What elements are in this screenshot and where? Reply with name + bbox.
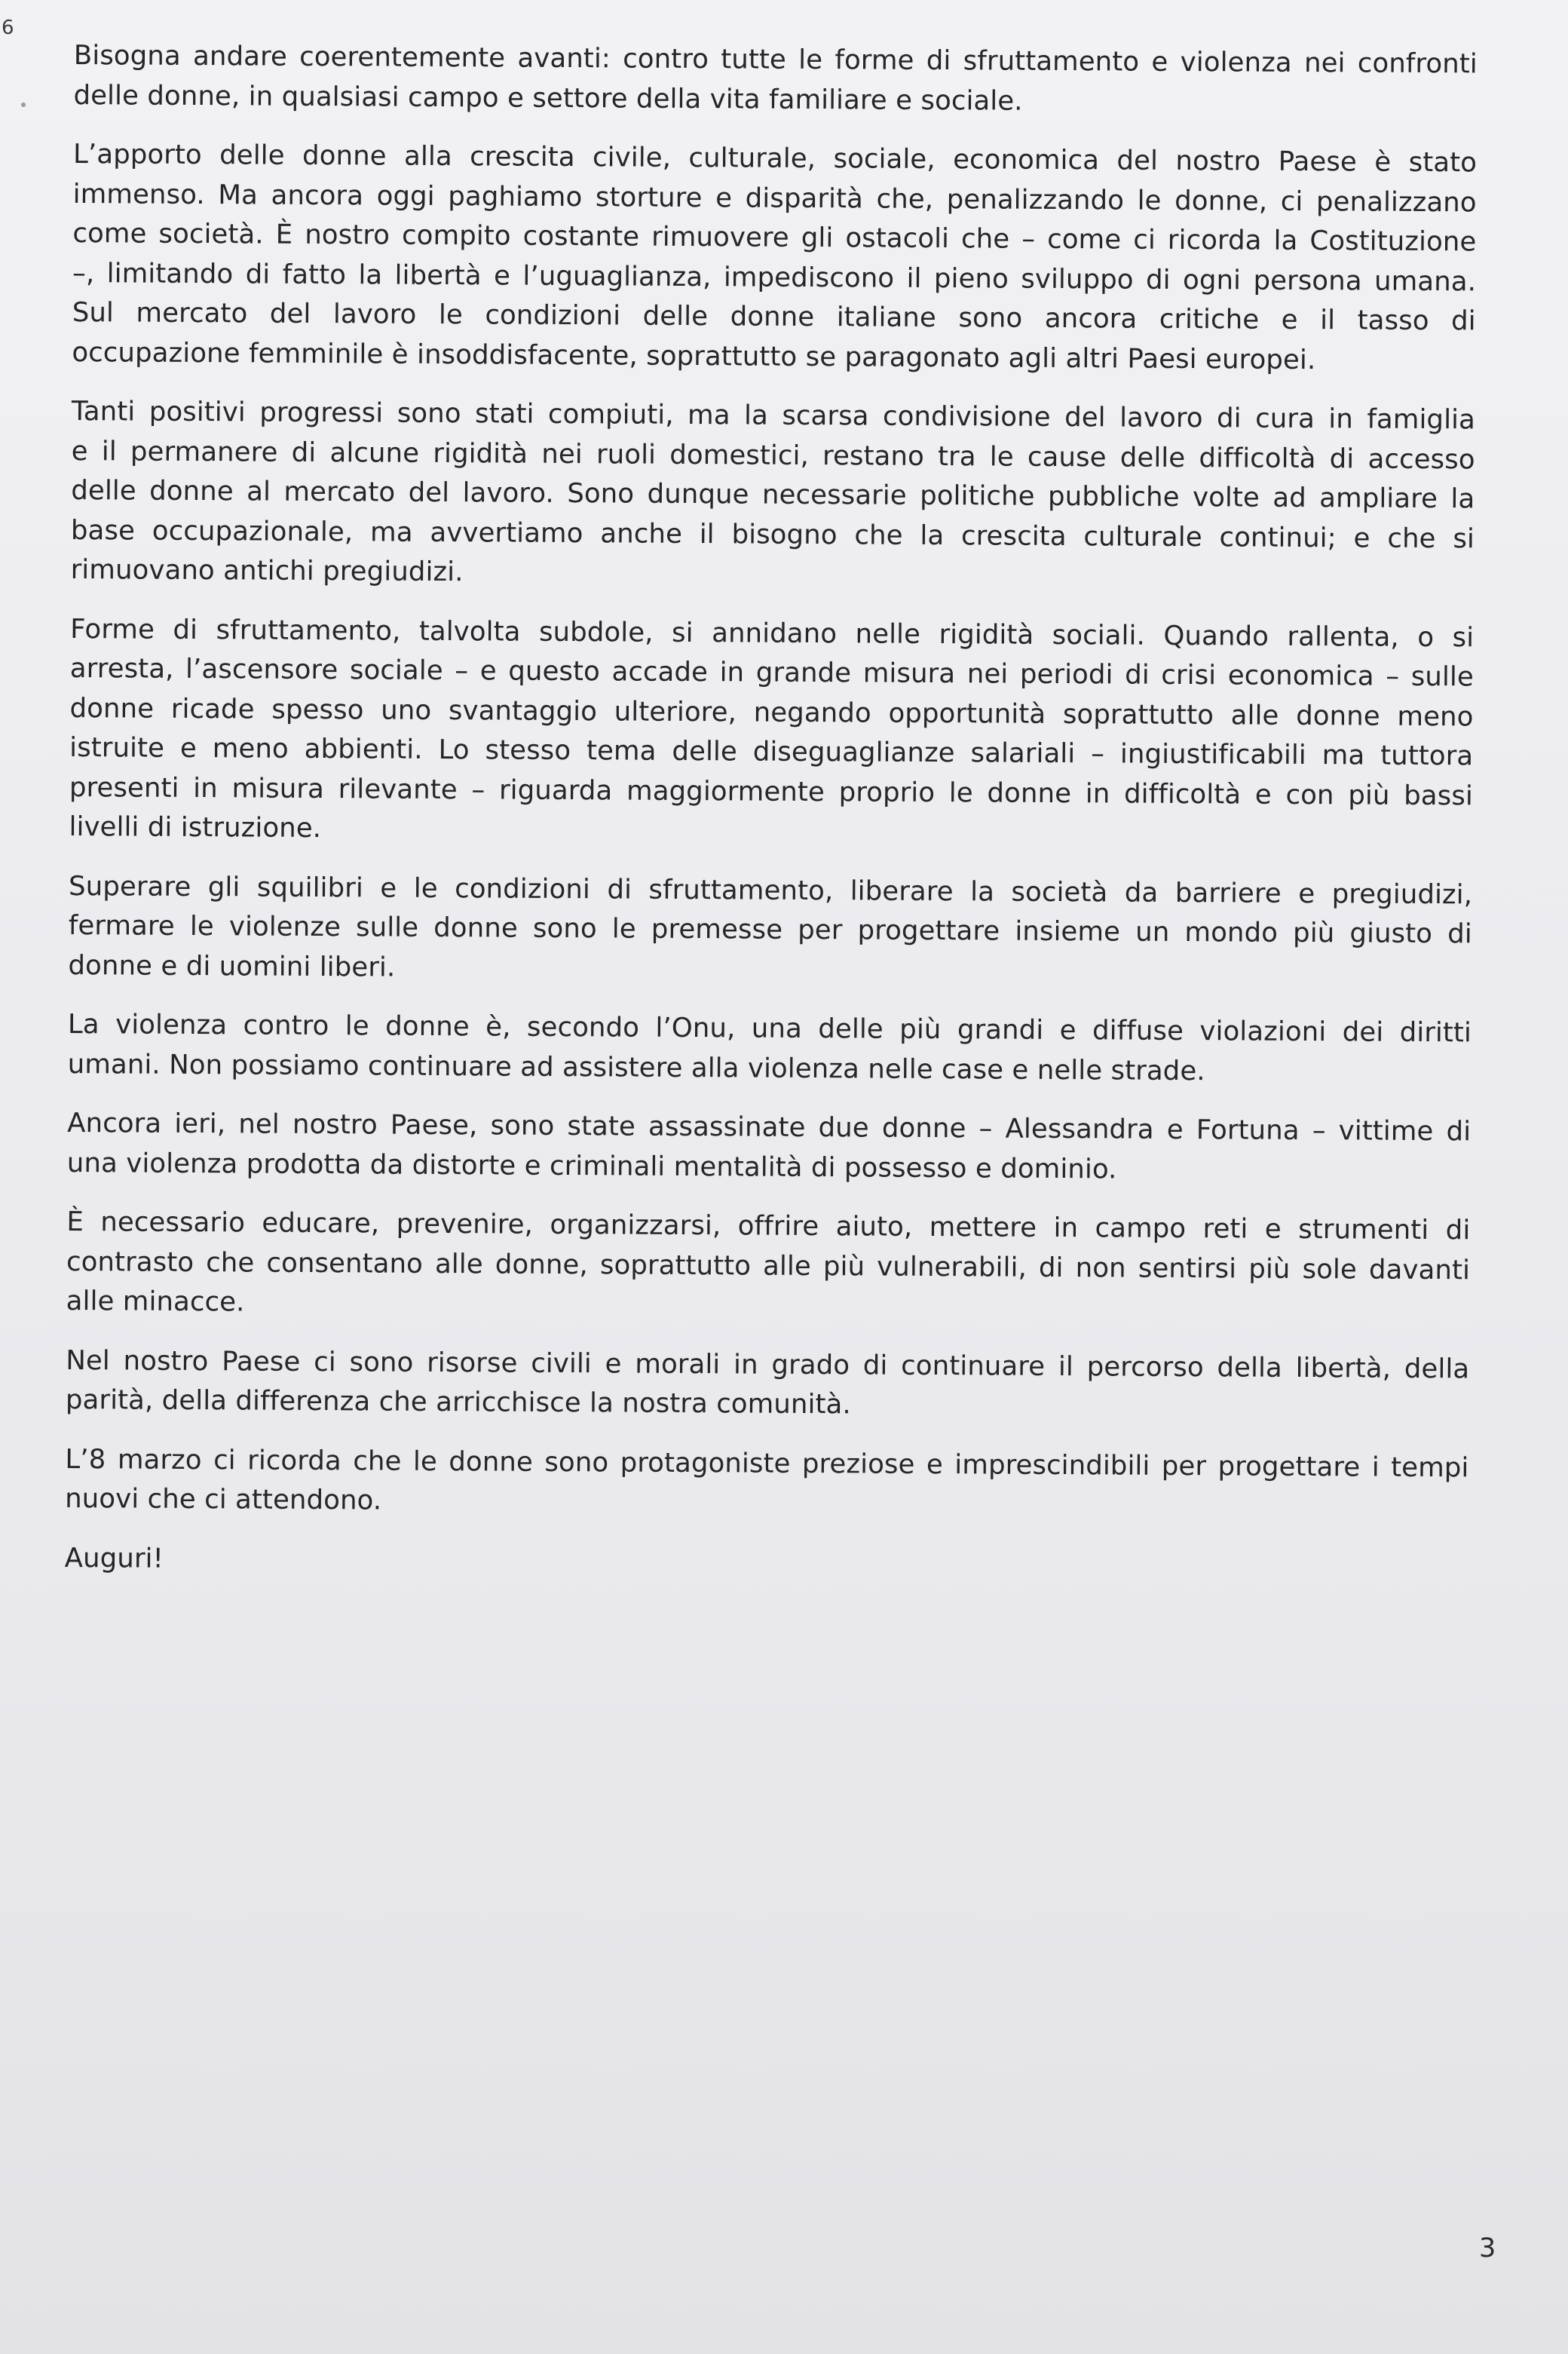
text-line: contrasto che consentano alle donne, soprattutto alle più vulnerabili, di non sentirsi più sole davanti bbox=[66, 1246, 1471, 1286]
text-line: presenti in misura rilevante – riguarda maggiormente proprio le donne in difficoltà e con più bassi bbox=[69, 771, 1474, 811]
text-line: È necessario educare, prevenire, organizzarsi, offrire aiuto, mettere in campo reti e strumenti di bbox=[66, 1206, 1471, 1246]
text-line: e il permanere di alcune rigidità nei ruoli domestici, restano tra le cause delle difficoltà di accesso bbox=[71, 435, 1475, 475]
text-line: umani. Non possiamo continuare ad assistere alla violenza nelle case e nelle strade. bbox=[67, 1048, 1205, 1087]
paragraph bbox=[73, 36, 1478, 124]
text-line: donne e di uomini liberi. bbox=[68, 949, 396, 983]
text-line: immenso. Ma ancora oggi paghiamo storture e disparità che, penalizzando le donne, ci penalizzano bbox=[72, 178, 1477, 218]
text-line: La violenza contro le donne è, secondo l’Onu, una delle più grandi e diffuse violazioni dei diritti bbox=[67, 1008, 1472, 1049]
paragraph bbox=[69, 609, 1474, 855]
paragraph bbox=[65, 1439, 1469, 1527]
text-line: occupazione femminile è insoddisfacente, soprattutto se paragonato agli altri Paesi europei. bbox=[72, 336, 1316, 375]
text-line: Ancora ieri, nel nostro Paese, sono state assassinate due donne – Alessandra e Fortuna – vittime di bbox=[67, 1107, 1472, 1148]
text-line: istruite e meno abbienti. Lo stesso tema delle diseguaglianze salariali – ingiustificabili ma tuttora bbox=[69, 731, 1474, 772]
text-line: Bisogna andare coerentemente avanti: contro tutte le forme di sfruttamento e violenza nei confronti bbox=[73, 39, 1478, 80]
margin-dot bbox=[21, 103, 26, 107]
paragraph bbox=[66, 1341, 1470, 1428]
text-line: alle minacce. bbox=[66, 1285, 245, 1318]
paragraph bbox=[65, 1538, 1468, 1586]
text-line: L’apporto delle donne alla crescita civile, culturale, sociale, economica del nostro Paese è stato bbox=[72, 138, 1478, 179]
text-line: Nel nostro Paese ci sono risorse civili e morali in grado di continuare il percorso della libertà, della bbox=[66, 1344, 1470, 1384]
text-line: livelli di istruzione. bbox=[69, 811, 322, 844]
paragraph bbox=[72, 135, 1477, 381]
text-line: parità, della differenza che arricchisce la nostra comunità. bbox=[65, 1384, 851, 1421]
text-line: donne ricade spesso uno svantaggio ulteriore, negando opportunità soprattutto alle donne meno bbox=[69, 692, 1474, 732]
paragraph bbox=[67, 1104, 1472, 1191]
text-line: delle donne al mercato del lavoro. Sono dunque necessarie politiche pubbliche volte ad ampliare la bbox=[71, 474, 1475, 515]
page-number: 3 bbox=[1479, 2233, 1496, 2264]
paragraph bbox=[68, 1005, 1472, 1093]
paragraph bbox=[66, 1203, 1471, 1330]
text-line: Tanti positivi progressi sono stati compiuti, ma la scarsa condivisione del lavoro di cura in famiglia bbox=[71, 395, 1476, 436]
text-line: Superare gli squilibri e le condizioni di sfruttamento, liberare la società da barriere e pregiudizi, bbox=[68, 870, 1473, 910]
text-line: base occupazionale, ma avvertiamo anche il bisogno che la crescita culturale continui; e che si bbox=[70, 514, 1475, 554]
paragraph bbox=[68, 866, 1472, 994]
text-line: Sul mercato del lavoro le condizioni delle donne italiane sono ancora critiche e il tasso di bbox=[72, 296, 1476, 337]
text-line: rimuovano antichi pregiudizi. bbox=[70, 553, 464, 588]
text-line: Auguri! bbox=[64, 1542, 164, 1574]
text-line: come società. È nostro compito costante rimuovere gli ostacoli che – come ci ricorda la Costituzione bbox=[72, 217, 1477, 258]
text-line: arresta, l’ascensore sociale – e questo accade in grande misura nei periodi di crisi economica – sulle bbox=[69, 652, 1474, 693]
paragraph bbox=[71, 392, 1476, 599]
text-line: delle donne, in qualsiasi campo e settore della vita familiare e sociale. bbox=[73, 79, 1023, 117]
text-line: Forme di sfruttamento, talvolta subdole, si annidano nelle rigidità sociali. Quando rallenta, o si bbox=[70, 613, 1475, 653]
text-line: L’8 marzo ci ricorda che le donne sono protagoniste preziose e imprescindibili per progettare i tempi bbox=[65, 1443, 1469, 1483]
body-text bbox=[64, 36, 1478, 1606]
text-line: fermare le violenze sulle donne sono le premesse per progettare insieme un mondo più giusto di bbox=[68, 909, 1472, 950]
text-line: –, limitando di fatto la libertà e l’uguaglianza, impediscono il pieno sviluppo di ogni persona umana. bbox=[72, 257, 1477, 297]
text-line: nuovi che ci attendono. bbox=[65, 1482, 382, 1516]
corner-mark: 6 bbox=[2, 17, 14, 39]
text-line: una violenza prodotta da distorte e criminali mentalità di possesso e dominio. bbox=[66, 1147, 1117, 1185]
